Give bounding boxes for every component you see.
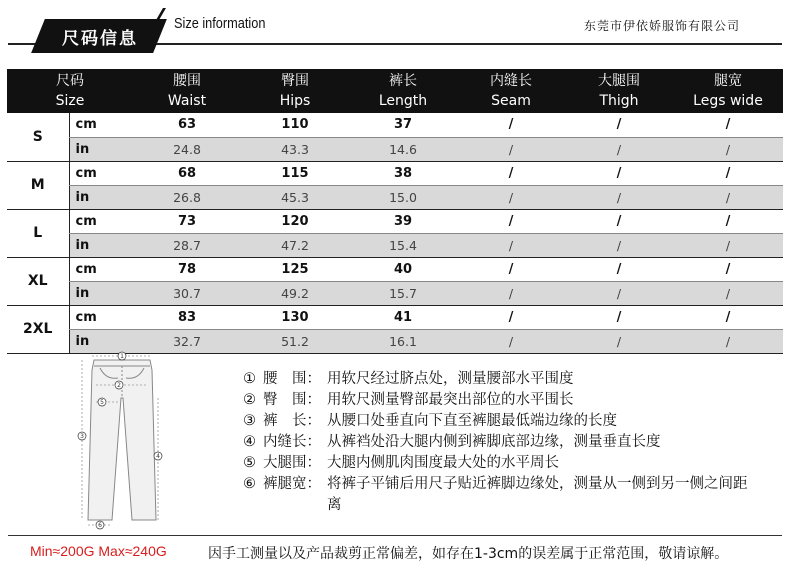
table-row-cm: [7, 209, 783, 233]
table-cell: /: [565, 209, 673, 233]
table-row-in: [7, 281, 783, 305]
size-label: L: [7, 209, 69, 257]
table-cell: /: [457, 161, 565, 185]
instruction-desc: 从腰口处垂直向下直至裤腿最低端边缘的长度: [327, 413, 617, 429]
table-cell: 16.1: [349, 329, 457, 353]
table-cell: /: [565, 281, 673, 305]
instruction-name: 臀 围：: [263, 392, 321, 408]
table-cell: 40: [349, 257, 457, 281]
instruction-item: [243, 369, 783, 390]
table-cell: /: [673, 113, 783, 137]
unit-in: in: [69, 185, 133, 209]
table-cell: /: [565, 185, 673, 209]
instruction-name: 大腿围：: [263, 455, 321, 471]
unit-in: in: [69, 329, 133, 353]
instruction-item: [243, 453, 783, 474]
marker-label: 2: [117, 382, 121, 389]
table-cell: /: [565, 137, 673, 161]
footer-rule: [8, 535, 782, 536]
table-cell: 45.3: [241, 185, 349, 209]
instruction-name: 裤 长：: [263, 413, 321, 429]
instruction-name: 内缝长：: [263, 434, 321, 450]
table-cell: /: [457, 113, 565, 137]
size-label: S: [7, 113, 69, 161]
table-row-cm: [7, 257, 783, 281]
instruction-desc: 将裤子平铺后用尺子贴近裤脚边缘处，测量从一侧到另一侧之间距离: [327, 476, 748, 513]
unit-in: in: [69, 233, 133, 257]
header-thigh: 大腿围 Thigh: [565, 69, 673, 113]
table-cell: /: [565, 113, 673, 137]
table-cell: 63: [133, 113, 241, 137]
header-length: 裤长 Length: [349, 69, 457, 113]
table-cell: 125: [241, 257, 349, 281]
table-cell: 41: [349, 305, 457, 329]
instruction-desc: 从裤裆处沿大腿内侧到裤脚底部边缘，测量垂直长度: [327, 434, 661, 450]
tolerance-note: 因手工测量以及产品裁剪正常偏差，如存在1-3cm的误差属于正常范围，敬请谅解。: [208, 546, 729, 562]
table-cell: 83: [133, 305, 241, 329]
table-cell: 37: [349, 113, 457, 137]
table-cell: /: [673, 209, 783, 233]
instruction-item: [243, 411, 783, 432]
instruction-name: 腰 围：: [263, 371, 321, 387]
table-cell: /: [565, 233, 673, 257]
instruction-num: ⑤: [243, 455, 256, 471]
table-cell: /: [457, 305, 565, 329]
marker-label: 6: [98, 522, 102, 529]
table-cell: 15.0: [349, 185, 457, 209]
header-seam: 内缝长 Seam: [457, 69, 565, 113]
table-cell: 26.8: [133, 185, 241, 209]
instruction-item: [243, 432, 783, 453]
table-cell: /: [457, 329, 565, 353]
table-cell: /: [457, 281, 565, 305]
table-row-in: [7, 137, 783, 161]
table-cell: 15.4: [349, 233, 457, 257]
size-label: XL: [7, 257, 69, 305]
instruction-item: [243, 474, 783, 516]
table-cell: /: [565, 161, 673, 185]
table-row-cm: [7, 305, 783, 329]
table-cell: /: [565, 305, 673, 329]
instruction-item: [243, 390, 783, 411]
table-cell: 24.8: [133, 137, 241, 161]
table-cell: 28.7: [133, 233, 241, 257]
instruction-num: ②: [243, 392, 256, 408]
table-cell: 43.3: [241, 137, 349, 161]
instruction-desc: 大腿内侧肌肉围度最大处的水平周长: [327, 455, 559, 471]
table-cell: /: [673, 305, 783, 329]
table-cell: /: [565, 257, 673, 281]
table-cell: /: [457, 233, 565, 257]
table-cell: /: [673, 233, 783, 257]
header-legs-wide: 腿宽 Legs wide: [673, 69, 783, 113]
weight-range: Min≈200G Max≈240G: [30, 543, 167, 559]
instruction-num: ⑥: [243, 476, 256, 492]
unit-cm: cm: [69, 305, 133, 329]
instruction-desc: 用软尺测量臀部最突出部位的水平围长: [327, 392, 574, 408]
table-cell: 30.7: [133, 281, 241, 305]
table-cell: 38: [349, 161, 457, 185]
table-cell: 47.2: [241, 233, 349, 257]
instruction-num: ③: [243, 413, 256, 429]
table-row-in: [7, 185, 783, 209]
table-cell: /: [565, 329, 673, 353]
table-cell: 110: [241, 113, 349, 137]
table-cell: /: [673, 257, 783, 281]
table-cell: /: [457, 257, 565, 281]
table-cell: 49.2: [241, 281, 349, 305]
instruction-desc: 用软尺经过脐点处，测量腰部水平围度: [327, 371, 574, 387]
header-waist: 腰围 Waist: [133, 69, 241, 113]
size-label: M: [7, 161, 69, 209]
table-cell: 51.2: [241, 329, 349, 353]
header-subtitle: Size information: [174, 15, 266, 32]
table-cell: 130: [241, 305, 349, 329]
table-cell: 68: [133, 161, 241, 185]
table-cell: /: [457, 137, 565, 161]
table-cell: 78: [133, 257, 241, 281]
unit-cm: cm: [69, 257, 133, 281]
unit-cm: cm: [69, 209, 133, 233]
pants-diagram: [72, 350, 172, 532]
table-row-cm: [7, 161, 783, 185]
table-header-row: [7, 69, 783, 113]
unit-cm: cm: [69, 113, 133, 137]
table-cell: /: [673, 185, 783, 209]
table-cell: /: [673, 161, 783, 185]
header-hips: 臀围 Hips: [241, 69, 349, 113]
size-table: [7, 69, 783, 354]
size-label: 2XL: [7, 305, 69, 353]
table-cell: /: [457, 185, 565, 209]
unit-cm: cm: [69, 161, 133, 185]
table-cell: 120: [241, 209, 349, 233]
unit-in: in: [69, 137, 133, 161]
table-cell: /: [673, 281, 783, 305]
table-cell: 115: [241, 161, 349, 185]
table-cell: /: [673, 137, 783, 161]
company-name: 东莞市伊依娇服饰有限公司: [583, 19, 740, 33]
table-cell: /: [673, 329, 783, 353]
table-cell: 14.6: [349, 137, 457, 161]
table-cell: 73: [133, 209, 241, 233]
instruction-num: ④: [243, 434, 256, 450]
instruction-name: 裤腿宽：: [263, 476, 321, 492]
table-cell: 39: [349, 209, 457, 233]
marker-label: 4: [156, 453, 160, 460]
table-cell: 32.7: [133, 329, 241, 353]
unit-in: in: [69, 281, 133, 305]
marker-label: 1: [120, 353, 124, 360]
header-badge-title: 尺码信息: [62, 29, 138, 49]
table-row-cm: [7, 113, 783, 137]
measurement-instructions: [243, 369, 783, 516]
header-size: 尺码 Size: [7, 69, 133, 113]
marker-label: 3: [80, 433, 84, 440]
table-row-in: [7, 233, 783, 257]
table-cell: 15.7: [349, 281, 457, 305]
marker-label: 5: [100, 399, 104, 406]
instruction-num: ①: [243, 371, 256, 387]
table-cell: /: [457, 209, 565, 233]
